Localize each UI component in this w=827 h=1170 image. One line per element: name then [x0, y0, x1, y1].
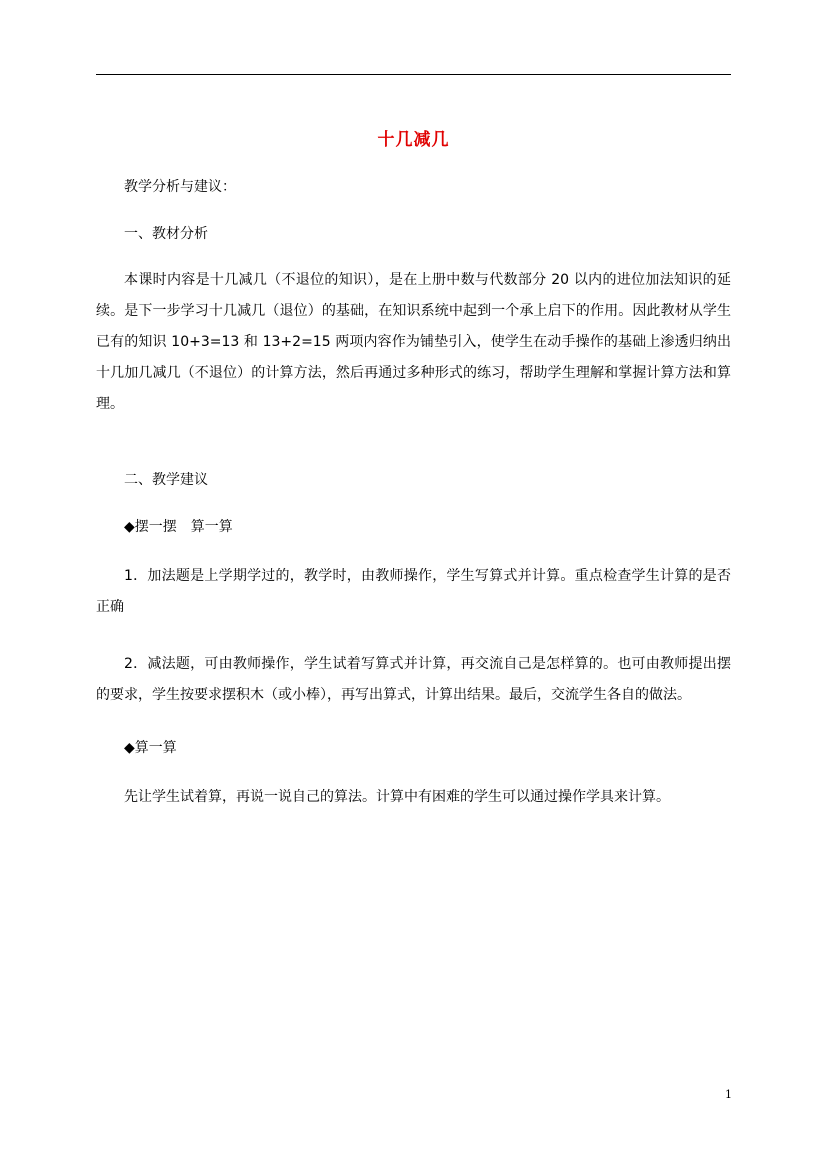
subheading-calculate: ◆算一算 [124, 740, 177, 756]
section-heading-analysis: 一、教材分析 [124, 226, 208, 242]
intro-heading: 教学分析与建议： [124, 179, 236, 195]
page-number: 1 [725, 1088, 732, 1101]
list-item-2: 2．减法题，可由教师操作，学生试着写算式并计算，再交流自己是怎样算的。也可由教师提出摆的要求，学生按要求摆积木（或小棒），再写出算式，计算出结果。最后，交流学生各自的做法。 [96, 656, 731, 703]
section-analysis-paragraph: 本课时内容是十几减几（不退位的知识），是在上册中数与代数部分 20 以内的进位加法知识的延续。是下一步学习十几减几（退位）的基础，在知识系统中起到一个承上启下的作用。因此教材从学生已有的知识 10+3=13 和 13+2=15 两项内容作为铺垫引入，使学生在动手操作的基础上渗透归纳出十几加几减几（不退位）的计算方法，然后再通过多种形式的练习，帮助学生理解和掌握计算方法和算理。 [96, 272, 731, 412]
header-rule [96, 74, 731, 75]
section-heading-suggestions: 二、教学建议 [124, 472, 208, 488]
calculate-paragraph: 先让学生试着算，再说一说自己的算法。计算中有困难的学生可以通过操作学具来计算。 [124, 789, 670, 805]
list-item-1: 1．加法题是上学期学过的，教学时，由教师操作，学生写算式并计算。重点检查学生计算的是否正确 [96, 568, 731, 615]
document-title: 十几减几 [377, 130, 450, 150]
subheading-arrange-calculate: ◆摆一摆 算一算 [124, 519, 233, 535]
